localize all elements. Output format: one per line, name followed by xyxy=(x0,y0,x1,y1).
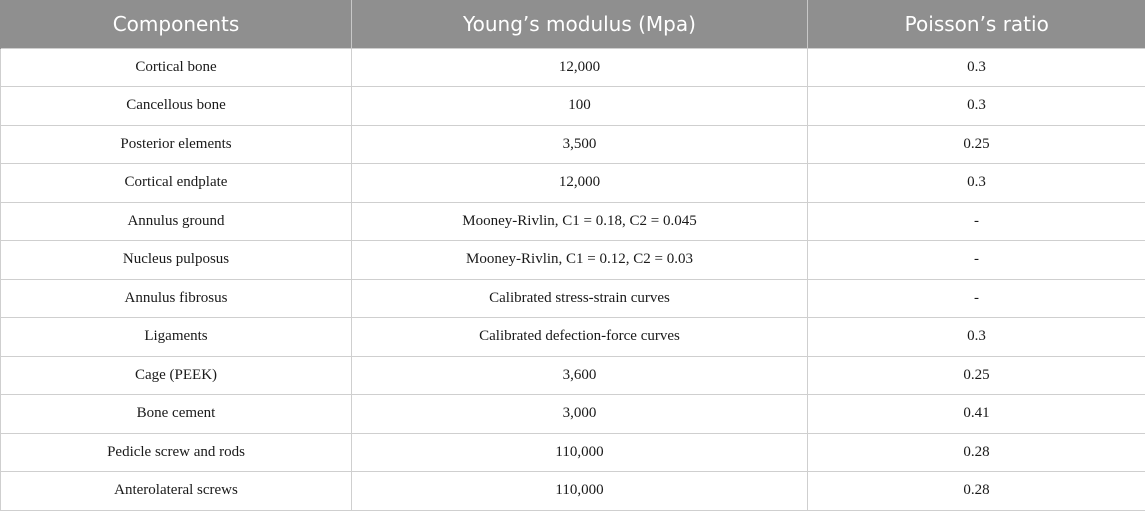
cell-component: Bone cement xyxy=(1,395,352,434)
cell-component: Ligaments xyxy=(1,318,352,357)
header-row xyxy=(1,0,1145,48)
cell-component: Cortical bone xyxy=(1,48,352,87)
table-row xyxy=(1,125,1145,164)
header-youngs-modulus: Young’s modulus (Mpa) xyxy=(352,0,808,48)
cell-component: Cage (PEEK) xyxy=(1,356,352,395)
cell-component: Annulus fibrosus xyxy=(1,279,352,318)
cell-youngs-modulus: 100 xyxy=(352,87,808,126)
cell-youngs-modulus: 3,000 xyxy=(352,395,808,434)
table-row xyxy=(1,318,1145,357)
table-header xyxy=(1,0,1145,48)
cell-youngs-modulus: Mooney-Rivlin, C1 = 0.12, C2 = 0.03 xyxy=(352,241,808,280)
cell-component: Anterolateral screws xyxy=(1,472,352,511)
table-row xyxy=(1,164,1145,203)
cell-youngs-modulus: 110,000 xyxy=(352,433,808,472)
cell-poissons-ratio: 0.3 xyxy=(808,318,1145,357)
table-row xyxy=(1,472,1145,511)
cell-component: Cortical endplate xyxy=(1,164,352,203)
table-row xyxy=(1,356,1145,395)
cell-youngs-modulus: 3,500 xyxy=(352,125,808,164)
cell-youngs-modulus: Mooney-Rivlin, C1 = 0.18, C2 = 0.045 xyxy=(352,202,808,241)
cell-poissons-ratio: - xyxy=(808,202,1145,241)
cell-component: Pedicle screw and rods xyxy=(1,433,352,472)
cell-poissons-ratio: 0.28 xyxy=(808,433,1145,472)
table-row xyxy=(1,395,1145,434)
header-components: Components xyxy=(1,0,352,48)
cell-poissons-ratio: 0.28 xyxy=(808,472,1145,511)
cell-component: Posterior elements xyxy=(1,125,352,164)
cell-poissons-ratio: 0.41 xyxy=(808,395,1145,434)
cell-component: Cancellous bone xyxy=(1,87,352,126)
table-row xyxy=(1,279,1145,318)
header-poissons-ratio: Poisson’s ratio xyxy=(808,0,1145,48)
table-row xyxy=(1,241,1145,280)
table-row xyxy=(1,87,1145,126)
cell-youngs-modulus: Calibrated defection-force curves xyxy=(352,318,808,357)
cell-component: Nucleus pulposus xyxy=(1,241,352,280)
cell-poissons-ratio: 0.25 xyxy=(808,356,1145,395)
cell-poissons-ratio: 0.3 xyxy=(808,48,1145,87)
cell-youngs-modulus: 110,000 xyxy=(352,472,808,511)
table-row xyxy=(1,202,1145,241)
table-body xyxy=(1,48,1145,510)
table-row xyxy=(1,48,1145,87)
cell-poissons-ratio: 0.3 xyxy=(808,164,1145,203)
cell-youngs-modulus: 12,000 xyxy=(352,48,808,87)
cell-youngs-modulus: Calibrated stress-strain curves xyxy=(352,279,808,318)
cell-youngs-modulus: 12,000 xyxy=(352,164,808,203)
cell-poissons-ratio: 0.25 xyxy=(808,125,1145,164)
cell-poissons-ratio: - xyxy=(808,279,1145,318)
cell-poissons-ratio: 0.3 xyxy=(808,87,1145,126)
cell-component: Annulus ground xyxy=(1,202,352,241)
cell-poissons-ratio: - xyxy=(808,241,1145,280)
table-row xyxy=(1,433,1145,472)
cell-youngs-modulus: 3,600 xyxy=(352,356,808,395)
